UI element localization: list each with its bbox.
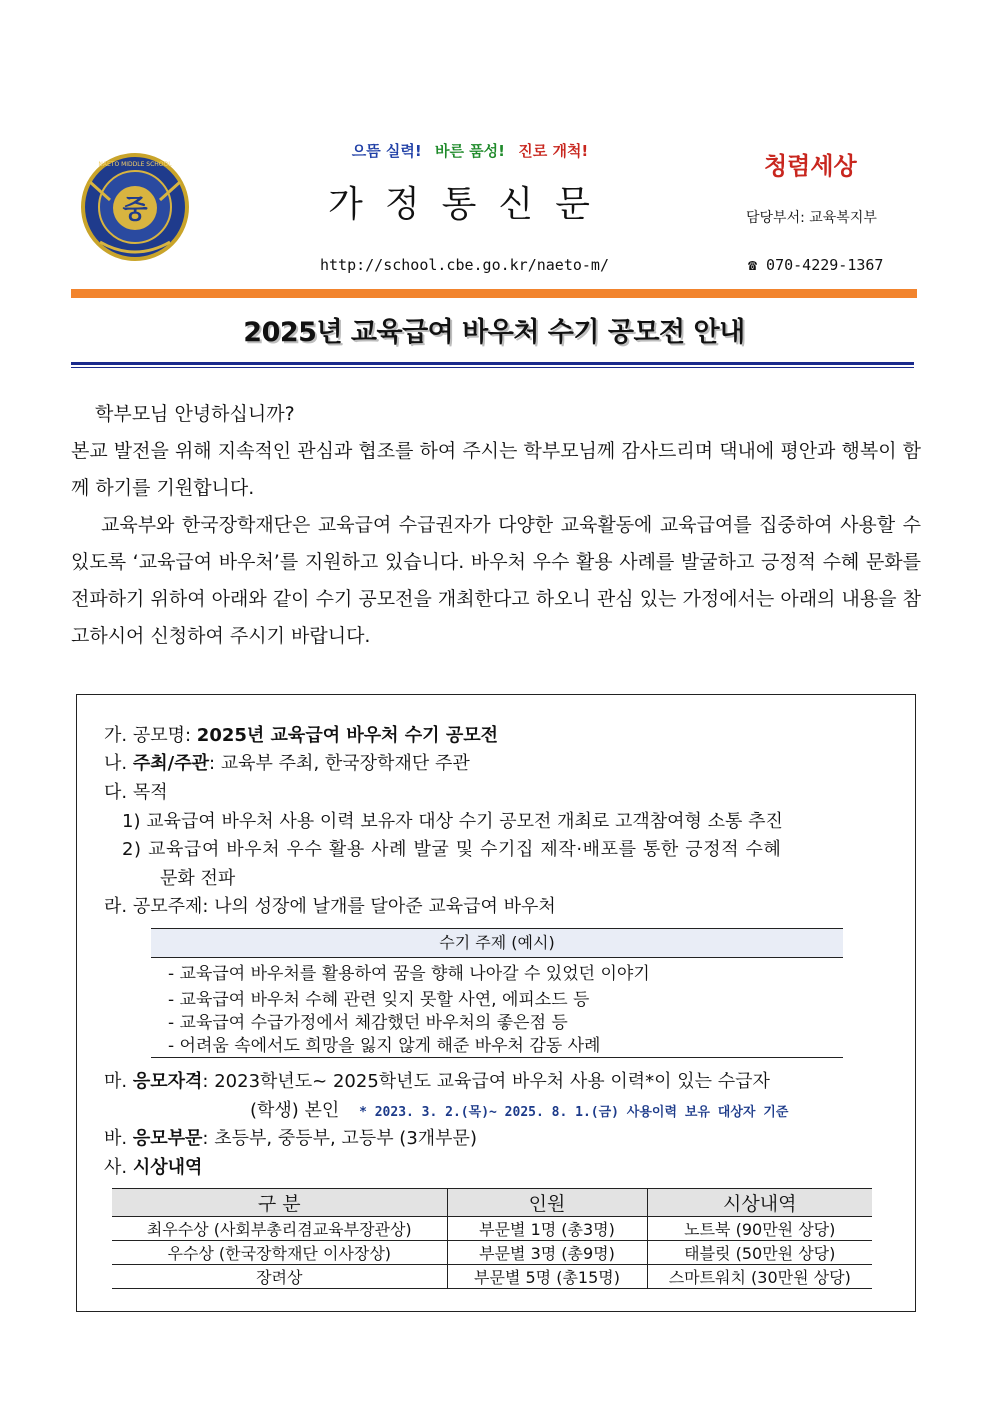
table-row	[112, 1265, 872, 1289]
award-name: 우수상 (한국장학재단 이사장상)	[112, 1241, 447, 1265]
contest-name-row	[104, 722, 498, 750]
notice-headline: 2025년 교육급여 바우처 수기 공모전 안내	[243, 317, 745, 348]
contest-name-label: 가. 공모명:	[104, 725, 192, 746]
header-prize: 시상내역	[647, 1189, 872, 1217]
award-count: 부문별 3명 (총9명)	[447, 1241, 647, 1265]
logo-char: 중	[122, 195, 148, 225]
integrity-brand-logo	[760, 140, 900, 190]
header-category: 구 분	[112, 1189, 447, 1217]
awards-table	[112, 1188, 872, 1289]
eligibility-row-2	[250, 1097, 788, 1127]
purpose-2-cont: 문화 전파	[160, 868, 236, 889]
intro-paragraph-1: 본교 발전을 위해 지속적인 관심과 협조를 하여 주시는 학부모님께 감사드리며 댁내에 평안과 행복이 함께 하기를 기원합니다.	[71, 440, 921, 499]
award-name: 최우수상 (사회부총리겸교육부장관상)	[112, 1217, 447, 1241]
example-topics-header: 수기 주제 (예시)	[151, 928, 843, 958]
eligibility-value: : 2023학년도~ 2025학년도 교육급여 바우처 사용 이력*이 있는 수급자	[202, 1071, 770, 1092]
award-count: 부문별 1명 (총3명)	[447, 1217, 647, 1241]
host-prefix: 나.	[104, 753, 128, 774]
eligibility-note: * 2023. 3. 2.(목)~ 2025. 8. 1.(금) 사용이력 보유 대상자 기준	[359, 1105, 789, 1120]
header-count: 인원	[447, 1189, 647, 1217]
eligibility-prefix: 마.	[104, 1071, 128, 1092]
category-value: : 초등부, 중등부, 고등부 (3개부문)	[202, 1128, 477, 1149]
category-prefix: 바.	[104, 1128, 128, 1149]
eligibility-value-2: (학생) 본인	[250, 1100, 340, 1121]
category-row	[104, 1125, 477, 1153]
greeting-text: 학부모님 안녕하십니까?	[95, 403, 295, 425]
phone-number: ☎ 070-4229-1367	[748, 256, 884, 274]
example-item: - 어려움 속에서도 희망을 잃지 않게 해준 바우처 감동 사례	[168, 1036, 601, 1056]
eligibility-label: 응모자격	[132, 1071, 203, 1092]
school-logo	[80, 152, 190, 262]
school-url[interactable]: http://school.cbe.go.kr/naeto-m/	[320, 256, 609, 274]
table-row	[112, 1217, 872, 1241]
award-count: 부문별 5명 (총15명)	[447, 1265, 647, 1289]
example-topics-bottom-rule	[151, 1057, 843, 1058]
brand-text: 청렴세상	[764, 151, 857, 180]
awards-row	[104, 1154, 202, 1182]
intro-greeting	[71, 396, 921, 433]
award-prize: 태블릿 (50만원 상당)	[647, 1241, 872, 1265]
header-divider	[71, 289, 917, 298]
motto-2: 바른 품성!	[434, 142, 506, 160]
example-item: - 교육급여 바우처를 활용하여 꿈을 향해 나아갈 수 있었던 이야기	[168, 964, 650, 984]
headline-rule-thin	[71, 367, 914, 368]
award-prize: 스마트워치 (30만원 상당)	[647, 1265, 872, 1289]
example-item: - 교육급여 바우처 수혜 관련 잊지 못할 사연, 에피소드 등	[168, 990, 590, 1010]
theme-row: 라. 공모주제: 나의 성장에 날개를 달아준 교육급여 바우처	[104, 896, 556, 917]
example-item: - 교육급여 수급가정에서 체감했던 바우처의 좋은점 등	[168, 1013, 568, 1033]
motto-1: 으뜸 실력!	[351, 142, 422, 160]
headline-rule	[71, 362, 914, 365]
awards-prefix: 사.	[104, 1157, 128, 1178]
award-prize: 노트북 (90만원 상당)	[647, 1217, 872, 1241]
logo-text: NAETO MIDDLE SCHOOL	[98, 161, 172, 168]
category-label: 응모부문	[132, 1128, 203, 1149]
awards-header-row	[112, 1189, 872, 1217]
department: 담당부서: 교육복지부	[746, 210, 877, 226]
intro-paragraph-2	[71, 507, 921, 655]
table-row	[112, 1241, 872, 1265]
paragraph-2-text: 교육부와 한국장학재단은 교육급여 수급권자가 다양한 교육활동에 교육급여를 집중하여 사용할 수 있도록 ‘교육급여 바우처’를 지원하고 있습니다. 바우처 우수 활용 사례를 발굴하고 긍정적 수혜 문화를 전파하기 위하여 아래와 같이 수기 공모전을 개최한다고 하오니 관심 있는 가정에서는 아래의 내용을 참고하시어 신청하여 주시기 바랍니다.	[71, 514, 921, 647]
contest-name-value: 2025년 교육급여 바우처 수기 공모전	[196, 725, 499, 746]
document-title: 가정통신문	[328, 184, 612, 225]
host-row	[104, 750, 470, 778]
purpose-label: 다. 목적	[104, 782, 168, 803]
motto-3: 진로 개척!	[518, 142, 589, 160]
awards-label: 시상내역	[132, 1157, 203, 1178]
award-name: 장려상	[112, 1265, 447, 1289]
purpose-1: 1) 교육급여 바우처 사용 이력 보유자 대상 수기 공모전 개최로 고객참여형 소통 추진	[122, 811, 783, 832]
eligibility-row	[104, 1068, 770, 1096]
host-value: : 교육부 주최, 한국장학재단 주관	[209, 753, 470, 774]
host-label: 주최/주관	[132, 753, 209, 774]
school-motto	[320, 140, 620, 161]
purpose-2: 2) 교육급여 바우처 우수 활용 사례 발굴 및 수기집 제작·배포를 통한 긍정적 수혜	[122, 839, 782, 860]
